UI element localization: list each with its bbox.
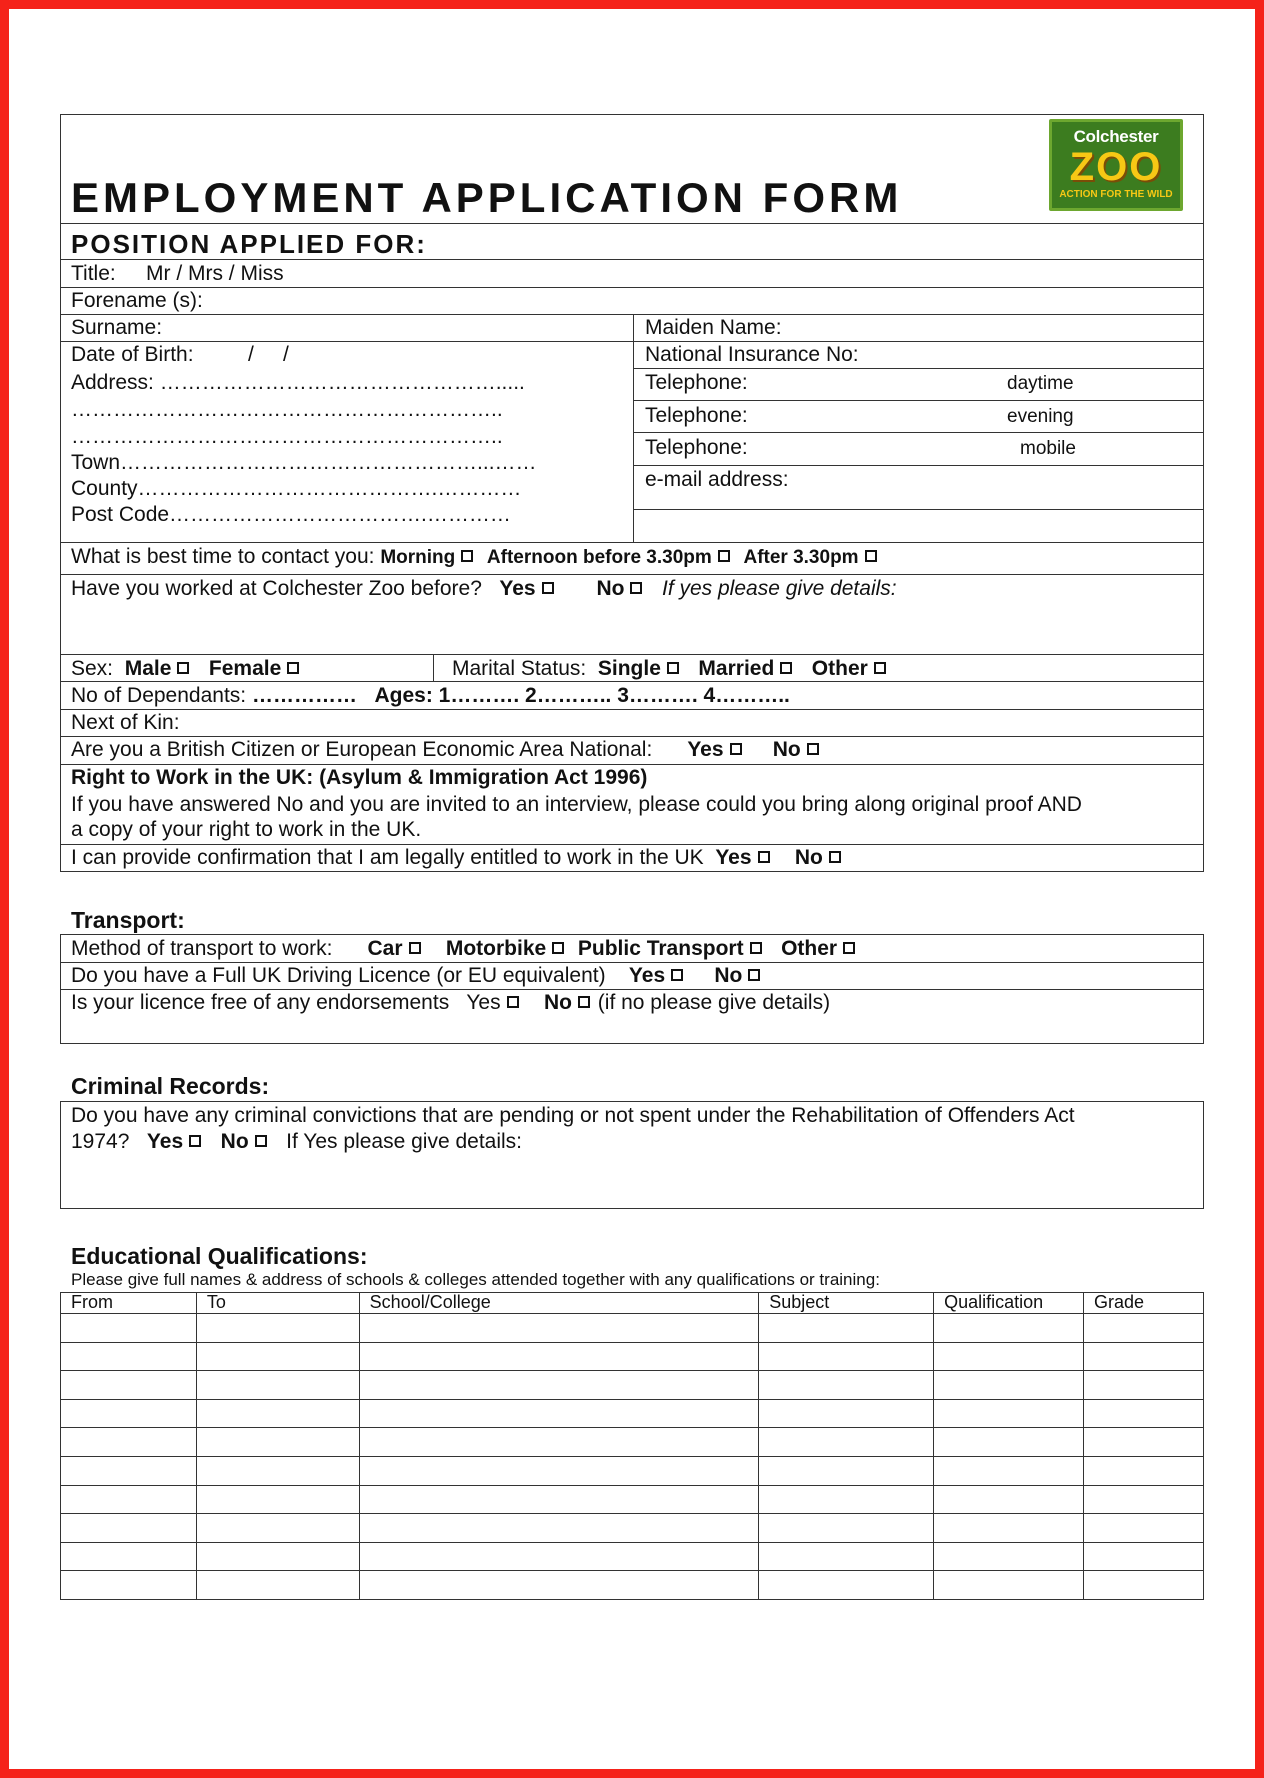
table-cell[interactable] [1084,1456,1204,1485]
female-label: Female [208,657,282,680]
citizen-no-label: No [772,738,801,761]
table-cell[interactable] [934,1371,1084,1400]
married-checkbox[interactable] [780,662,792,674]
criminal-heading: Criminal Records: [71,1073,270,1099]
address-field-label[interactable]: Address: …………………………………………..... [71,371,525,394]
table-cell[interactable] [934,1485,1084,1514]
citizen-row [71,738,821,762]
public-transport-checkbox[interactable] [750,942,762,954]
address-line-2[interactable]: …………………………………………………….. [71,398,503,421]
table-cell[interactable] [359,1428,759,1457]
transport-other-label: Other [781,937,838,960]
marital-other-label: Other [811,657,868,680]
female-checkbox[interactable] [287,662,299,674]
licence-no-label: No [714,964,743,987]
transport-heading: Transport: [71,907,185,933]
endorse-details-label: (if no please give details) [597,991,831,1014]
table-cell[interactable] [196,1371,359,1400]
table-cell[interactable] [196,1485,359,1514]
col-grade: Grade [1084,1293,1204,1314]
table-cell[interactable] [61,1314,197,1343]
table-cell[interactable] [359,1485,759,1514]
licence-no-checkbox[interactable] [748,969,760,981]
table-cell[interactable] [1084,1571,1204,1600]
contact-after-label: After 3.30pm [743,547,859,568]
confirm-entitled-row [71,846,843,870]
table-cell[interactable] [359,1571,759,1600]
table-cell[interactable] [196,1342,359,1371]
right-to-work-text-1: If you have answered No and you are invited to an interview, please could you bring along original proof AND [71,793,1082,816]
table-cell[interactable] [61,1399,197,1428]
contact-after-checkbox[interactable] [865,550,877,562]
car-checkbox[interactable] [409,942,421,954]
single-label: Single [597,657,661,680]
table-cell[interactable] [359,1456,759,1485]
table-row [61,1571,1204,1600]
table-cell[interactable] [61,1371,197,1400]
contact-morning-checkbox[interactable] [461,550,473,562]
table-cell[interactable] [359,1371,759,1400]
dependants-row [71,684,790,708]
table-row [61,1342,1204,1371]
marital-other-checkbox[interactable] [874,662,886,674]
daytime-label: daytime [1007,373,1074,394]
citizen-label: Are you a British Citizen or European Economic Area National: [71,738,653,761]
criminal-no-checkbox[interactable] [255,1135,267,1147]
table-cell[interactable] [1084,1542,1204,1571]
licence-yes-label: Yes [628,964,666,987]
table-cell[interactable] [934,1571,1084,1600]
table-cell[interactable] [934,1428,1084,1457]
education-header-row [61,1293,1204,1314]
right-to-work-title: Right to Work in the UK: (Asylum & Immigration Act 1996) [71,766,648,789]
table-cell[interactable] [759,1428,934,1457]
ni-field-label[interactable]: National Insurance No: [645,343,859,366]
table-cell[interactable] [759,1399,934,1428]
maiden-name-field-label[interactable]: Maiden Name: [645,316,782,339]
telephone-daytime-label[interactable]: Telephone: [645,371,748,394]
telephone-mobile-label[interactable]: Telephone: [645,436,748,459]
citizen-yes-label: Yes [687,738,724,761]
table-cell[interactable] [359,1314,759,1343]
endorse-yes-checkbox[interactable] [507,996,519,1008]
table-cell[interactable] [759,1456,934,1485]
title-options[interactable]: Mr / Mrs / Miss [146,262,284,285]
worked-before-label: Have you worked at Colchester Zoo before? [71,577,482,600]
colchester-zoo-logo [1049,119,1183,211]
endorse-yes-label: Yes [466,991,501,1014]
table-cell[interactable] [759,1514,934,1543]
table-cell[interactable] [196,1514,359,1543]
table-cell[interactable] [1084,1399,1204,1428]
table-row [61,1399,1204,1428]
table-cell[interactable] [1084,1342,1204,1371]
contact-time-label: What is best time to contact you: [71,545,375,568]
citizen-yes-checkbox[interactable] [730,743,742,755]
licence-row [71,964,762,988]
education-instruction: Please give full names & address of schools & colleges attended together with any qualifications or training: [71,1270,880,1289]
car-label: Car [367,937,403,960]
licence-yes-checkbox[interactable] [671,969,683,981]
table-cell[interactable] [61,1342,197,1371]
table-cell[interactable] [359,1399,759,1428]
table-cell[interactable] [61,1571,197,1600]
table-cell[interactable] [359,1342,759,1371]
dob-separators: / / [248,343,289,366]
dependants-label: No of Dependants: [71,684,247,707]
criminal-question-line1: Do you have any criminal convictions that are pending or not spent under the Rehabilitation of Offenders Act [71,1104,1075,1127]
table-cell[interactable] [934,1456,1084,1485]
criminal-question-line2 [71,1130,522,1154]
table-cell[interactable] [61,1428,197,1457]
telephone-evening-label[interactable]: Telephone: [645,404,748,427]
worked-yes-checkbox[interactable] [542,582,554,594]
motorbike-checkbox[interactable] [552,942,564,954]
confirm-yes-label: Yes [715,846,752,869]
worked-no-checkbox[interactable] [630,582,642,594]
table-cell[interactable] [934,1399,1084,1428]
table-cell[interactable] [759,1371,934,1400]
table-cell[interactable] [759,1314,934,1343]
table-cell[interactable] [759,1542,934,1571]
transport-method-row [71,937,857,961]
table-cell[interactable] [196,1399,359,1428]
married-label: Married [698,657,775,680]
table-cell[interactable] [196,1571,359,1600]
logo-line2: ZOO [1069,145,1163,189]
mobile-label: mobile [1020,438,1076,459]
town-field-label[interactable]: Town……………………………………………...…… [71,451,537,474]
position-applied-label: POSITION APPLIED FOR: [71,229,427,259]
table-row [61,1371,1204,1400]
public-transport-label: Public Transport [577,937,744,960]
motorbike-label: Motorbike [445,937,547,960]
table-row [61,1514,1204,1543]
table-row [61,1485,1204,1514]
confirm-entitled-label: I can provide confirmation that I am legally entitled to work in the UK [71,846,704,869]
table-cell[interactable] [61,1542,197,1571]
table-cell[interactable] [61,1485,197,1514]
col-to: To [196,1293,359,1314]
marital-label: Marital Status: [452,657,587,680]
table-cell[interactable] [934,1514,1084,1543]
sex-label: Sex: [71,657,114,680]
table-row [61,1428,1204,1457]
table-cell[interactable] [759,1342,934,1371]
citizen-no-checkbox[interactable] [807,743,819,755]
table-row [61,1314,1204,1343]
criminal-yes-label: Yes [146,1130,184,1153]
worked-no-label: No [596,577,625,600]
col-subject: Subject [759,1293,934,1314]
title-label: Title: [71,262,116,285]
criminal-year: 1974? [71,1130,130,1153]
male-checkbox[interactable] [177,662,189,674]
contact-afternoon-label: Afternoon before 3.30pm [486,547,712,568]
next-of-kin-field-label[interactable]: Next of Kin: [71,711,180,734]
worked-details-label: If yes please give details: [661,577,897,600]
address-line-3[interactable]: …………………………………………………….. [71,425,503,448]
table-cell[interactable] [1084,1485,1204,1514]
single-checkbox[interactable] [667,662,679,674]
table-cell[interactable] [934,1314,1084,1343]
table-row [61,1542,1204,1571]
transport-method-label: Method of transport to work: [71,937,333,960]
licence-label: Do you have a Full UK Driving Licence (or EU equivalent) [71,964,606,987]
contact-afternoon-checkbox[interactable] [718,550,730,562]
logo-line1: Colchester [1073,127,1159,146]
table-cell[interactable] [1084,1514,1204,1543]
education-heading: Educational Qualifications: [71,1243,368,1269]
table-cell[interactable] [196,1456,359,1485]
col-from: From [61,1293,197,1314]
criminal-details-label: If Yes please give details: [286,1130,523,1153]
table-cell[interactable] [359,1542,759,1571]
table-cell[interactable] [61,1456,197,1485]
col-school-college: School/College [359,1293,759,1314]
male-label: Male [124,657,172,680]
sex-row [71,657,301,681]
table-row [61,1456,1204,1485]
education-table [60,1292,1204,1600]
endorse-no-checkbox[interactable] [578,996,590,1008]
worked-yes-label: Yes [499,577,536,600]
postcode-field-label[interactable]: Post Code……………………………….………… [71,503,511,526]
forename-field-label[interactable]: Forename (s): [71,289,203,312]
ages-field[interactable]: Ages: 1………. 2……….. 3………. 4……….. [374,684,790,707]
contact-time-row [71,545,879,570]
table-cell[interactable] [359,1514,759,1543]
criminal-yes-checkbox[interactable] [189,1135,201,1147]
worked-before-row [71,577,897,601]
table-cell[interactable] [934,1542,1084,1571]
table-cell[interactable] [934,1342,1084,1371]
confirm-yes-checkbox[interactable] [758,851,770,863]
table-cell[interactable] [61,1514,197,1543]
col-qualification: Qualification [934,1293,1084,1314]
dob-field-label[interactable]: Date of Birth: [71,343,194,366]
confirm-no-label: No [794,846,823,869]
logo-tagline: ACTION FOR THE WILD [1059,189,1173,200]
confirm-no-checkbox[interactable] [829,851,841,863]
county-field-label[interactable]: County…………………………………….………… [71,477,522,500]
criminal-no-label: No [220,1130,249,1153]
table-cell[interactable] [759,1571,934,1600]
contact-morning-label: Morning [380,547,456,568]
form-title: EMPLOYMENT APPLICATION FORM [71,174,903,221]
table-cell[interactable] [196,1314,359,1343]
transport-other-checkbox[interactable] [843,942,855,954]
dependants-field[interactable]: …………… [251,684,357,707]
evening-label: evening [1007,406,1074,427]
table-cell[interactable] [196,1542,359,1571]
table-cell[interactable] [1084,1314,1204,1343]
marital-row [452,657,888,681]
endorsements-label: Is your licence free of any endorsements [71,991,450,1014]
table-cell[interactable] [1084,1371,1204,1400]
right-to-work-text-2: a copy of your right to work in the UK. [71,818,422,841]
table-cell[interactable] [1084,1428,1204,1457]
table-cell[interactable] [759,1485,934,1514]
email-field-label[interactable]: e-mail address: [645,468,789,491]
table-cell[interactable] [196,1428,359,1457]
endorse-no-label: No [543,991,572,1014]
surname-field-label[interactable]: Surname: [71,316,163,339]
endorsements-row [71,991,830,1015]
